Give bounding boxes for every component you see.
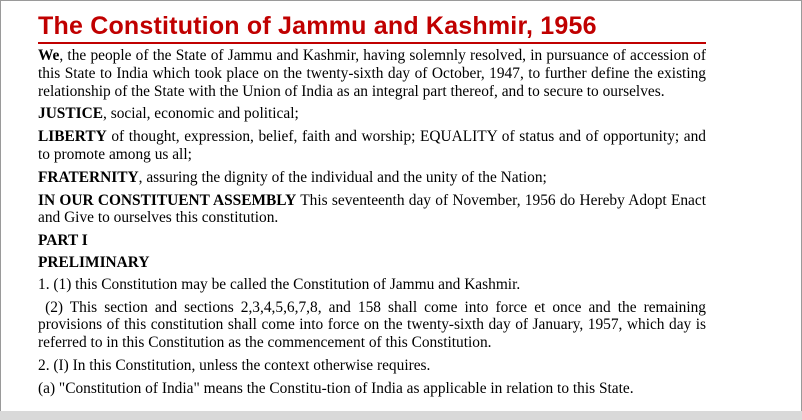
preamble-assembly [38,192,706,228]
preamble-justice-lead: JUSTICE [38,105,104,123]
part-subheading: PRELIMINARY [38,253,150,271]
preamble-justice-text: , social, economic and political; [103,105,299,123]
document-body [38,12,710,403]
preamble-we [38,47,706,100]
preamble-liberty-text: of thought, expression, belief, faith and worship; EQUALITY of status and of opportunity; and to promote among us all; [38,128,706,163]
preamble-assembly-lead: IN OUR CONSTITUENT ASSEMBLY [38,191,297,209]
page-bottom-edge [0,411,802,420]
preamble-fraternity-lead: FRATERNITY [38,168,139,186]
section-2-1: 2. (I) In this Constitution, unless the context otherwise requires. [38,356,431,374]
preamble-we-lead: We [38,47,60,64]
part-heading: PART I [38,232,88,250]
title-underline [38,42,706,44]
preamble-assembly-text: This seventeenth day of November, 1956 do Hereby Adopt Enact and Give to ourselves this constitution. [38,191,706,227]
preamble-justice [38,105,706,123]
preamble-we-text: , the people of the State of Jammu and Kashmir, having solemnly resolved, in pursuance of accession of this State to India which took place on the twenty-sixth day of October, 1947, to further define the existing relationship of the State with the Union of India as an integral part thereof, and to secure to ourselves. [38,47,706,100]
document-title: The Constitution of Jammu and Kashmir, 1956 [38,12,597,40]
preamble-fraternity-text: , assuring the dignity of the individual and the unity of the Nation; [138,168,547,186]
section-1-2: (2) This section and sections 2,3,4,5,6,7,8, and 158 shall come into force et once and the remaining provisions of this constitution shall come into force on the twenty-sixth day of January, 1957, which day is referred to in this Constitution as the commencement of this Constitution. [38,298,710,352]
section-2-a: (a) "Constitution of India" means the Constitu-tion of India as applicable in relation to this State. [38,379,634,397]
preamble-liberty [38,128,706,164]
preamble-liberty-lead: LIBERTY [38,128,107,146]
preamble-fraternity [38,169,706,187]
section-1-1: 1. (1) this Constitution may be called the Constitution of Jammu and Kashmir. [38,275,521,293]
